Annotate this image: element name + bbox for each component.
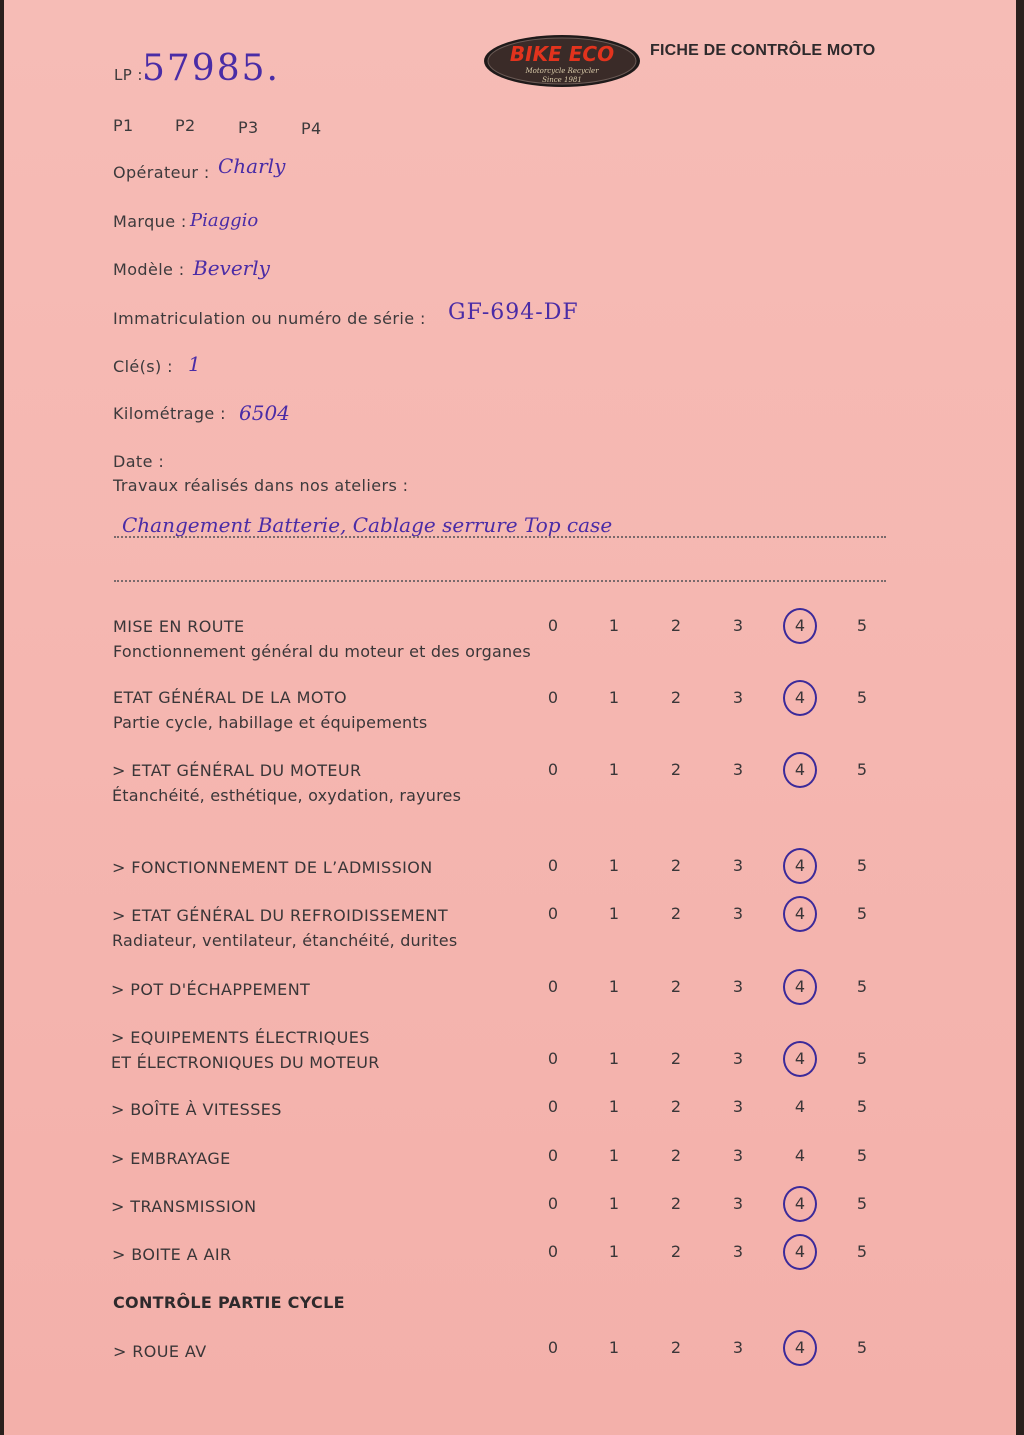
cles-value: 1: [188, 352, 201, 376]
operateur-value: Charly: [218, 154, 286, 178]
score-option[interactable]: 2: [670, 1194, 682, 1213]
score-option[interactable]: 0: [547, 856, 559, 875]
score-option[interactable]: 0: [547, 688, 559, 707]
score-option[interactable]: 3: [732, 904, 744, 923]
travaux-line-2: [114, 580, 886, 582]
score-option[interactable]: 1: [608, 1338, 620, 1357]
score-option[interactable]: 3: [732, 1338, 744, 1357]
score-option[interactable]: 5: [856, 1049, 868, 1068]
immat-value: GF-694-DF: [448, 300, 579, 325]
score-option[interactable]: 5: [856, 760, 868, 779]
score-option-selected[interactable]: 4: [785, 1189, 815, 1219]
check-row-title: > EQUIPEMENTS ÉLECTRIQUES: [111, 1028, 370, 1047]
check-row-title: > ETAT GÉNÉRAL DU REFROIDISSEMENT: [112, 906, 448, 925]
score-option[interactable]: 2: [670, 616, 682, 635]
control-sheet: [4, 0, 1016, 1435]
score-option[interactable]: 2: [670, 1338, 682, 1357]
score-option[interactable]: 2: [670, 1097, 682, 1116]
score-option[interactable]: 3: [732, 1146, 744, 1165]
score-option[interactable]: 4: [794, 1146, 806, 1165]
score-option[interactable]: 2: [670, 1049, 682, 1068]
score-option[interactable]: 0: [547, 616, 559, 635]
score-option[interactable]: 2: [670, 1242, 682, 1261]
score-option[interactable]: 1: [608, 616, 620, 635]
score-option-selected[interactable]: 4: [785, 851, 815, 881]
score-option[interactable]: 3: [732, 688, 744, 707]
score-option[interactable]: 1: [608, 977, 620, 996]
score-option-selected[interactable]: 4: [785, 1237, 815, 1267]
score-option[interactable]: 0: [547, 1338, 559, 1357]
score-option[interactable]: 1: [608, 904, 620, 923]
score-option[interactable]: 5: [856, 1242, 868, 1261]
check-row-title: > BOÎTE À VITESSES: [111, 1100, 282, 1119]
score-option[interactable]: 5: [856, 1097, 868, 1116]
score-option-selected[interactable]: 4: [785, 899, 815, 929]
logo-main-text: BIKE ECO: [509, 42, 615, 66]
logo-line2: Since 1981: [542, 76, 582, 84]
score-option[interactable]: 3: [732, 856, 744, 875]
immat-label: Immatriculation ou numéro de série :: [113, 309, 426, 328]
cles-label: Clé(s) :: [113, 357, 173, 376]
check-row-subtitle: Fonctionnement général du moteur et des organes: [113, 642, 531, 661]
score-option[interactable]: 0: [547, 1097, 559, 1116]
score-option[interactable]: 2: [670, 977, 682, 996]
modele-label: Modèle :: [113, 260, 185, 279]
score-option[interactable]: 3: [732, 1097, 744, 1116]
score-option[interactable]: 3: [732, 1242, 744, 1261]
score-option-selected[interactable]: 4: [785, 683, 815, 713]
score-option[interactable]: 5: [856, 1194, 868, 1213]
score-option[interactable]: 1: [608, 1242, 620, 1261]
position-p3: P3: [238, 118, 259, 137]
kilometrage-value: 6504: [239, 401, 290, 425]
score-option[interactable]: 0: [547, 904, 559, 923]
score-option[interactable]: 0: [547, 1049, 559, 1068]
score-option[interactable]: 0: [547, 977, 559, 996]
lp-label: LP :: [114, 66, 143, 84]
check-row-title: > ETAT GÉNÉRAL DU MOTEUR: [112, 761, 362, 780]
score-option-selected[interactable]: 4: [785, 1333, 815, 1363]
check-row-subtitle: Partie cycle, habillage et équipements: [113, 713, 428, 732]
position-p1: P1: [113, 116, 134, 135]
marque-label: Marque :: [113, 212, 187, 231]
bike-eco-logo: [482, 32, 642, 88]
section-partie-cycle-title: CONTRÔLE PARTIE CYCLE: [113, 1293, 345, 1312]
score-option[interactable]: 5: [856, 616, 868, 635]
score-option[interactable]: 1: [608, 760, 620, 779]
score-option[interactable]: 5: [856, 904, 868, 923]
score-option[interactable]: 2: [670, 856, 682, 875]
score-option[interactable]: 3: [732, 977, 744, 996]
score-option[interactable]: 4: [794, 1097, 806, 1116]
score-option[interactable]: 2: [670, 760, 682, 779]
score-option-selected[interactable]: 4: [785, 755, 815, 785]
score-option-selected[interactable]: 4: [785, 611, 815, 641]
check-row-title: > POT D'ÉCHAPPEMENT: [111, 980, 311, 999]
score-option[interactable]: 3: [732, 1194, 744, 1213]
check-row-title: ETAT GÉNÉRAL DE LA MOTO: [113, 688, 347, 707]
check-row-title: > EMBRAYAGE: [111, 1149, 231, 1168]
score-option[interactable]: 1: [608, 1049, 620, 1068]
check-row-title: > TRANSMISSION: [111, 1197, 257, 1216]
logo-image: [482, 32, 642, 88]
date-label: Date :: [113, 452, 165, 471]
score-option-selected[interactable]: 4: [785, 1044, 815, 1074]
travaux-line-1: [114, 536, 886, 538]
score-option[interactable]: 0: [547, 1242, 559, 1261]
kilometrage-label: Kilométrage :: [113, 404, 226, 423]
travaux-value: Changement Batterie, Cablage serrure Top case: [122, 513, 613, 537]
score-option[interactable]: 0: [547, 1146, 559, 1165]
score-option[interactable]: 1: [608, 1146, 620, 1165]
check-row-subtitle: ET ÉLECTRONIQUES DU MOTEUR: [111, 1053, 380, 1072]
score-option[interactable]: 2: [670, 1146, 682, 1165]
check-row-title: > BOITE A AIR: [112, 1245, 232, 1264]
score-option[interactable]: 5: [856, 1146, 868, 1165]
score-option[interactable]: 5: [856, 688, 868, 707]
score-option-selected[interactable]: 4: [785, 972, 815, 1002]
score-option[interactable]: 5: [856, 856, 868, 875]
score-option[interactable]: 1: [608, 1194, 620, 1213]
position-p4: P4: [301, 119, 322, 138]
sheet-title: FICHE DE CONTRÔLE MOTO: [650, 42, 876, 59]
score-option[interactable]: 1: [608, 856, 620, 875]
score-option[interactable]: 3: [732, 1049, 744, 1068]
score-option[interactable]: 3: [732, 616, 744, 635]
score-option[interactable]: 0: [547, 760, 559, 779]
operateur-label: Opérateur :: [113, 163, 210, 182]
lp-value: 57985.: [142, 48, 280, 89]
check-row-subtitle: Radiateur, ventilateur, étanchéité, durites: [112, 931, 458, 950]
score-option[interactable]: 5: [856, 1338, 868, 1357]
score-option[interactable]: 1: [608, 1097, 620, 1116]
marque-value: Piaggio: [190, 210, 259, 231]
score-option[interactable]: 0: [547, 1194, 559, 1213]
modele-value: Beverly: [193, 256, 270, 280]
position-p2: P2: [175, 116, 196, 135]
travaux-label: Travaux réalisés dans nos ateliers :: [113, 476, 409, 495]
score-option[interactable]: 3: [732, 760, 744, 779]
logo-line1: Motorcycle Recycler: [525, 67, 599, 75]
score-option[interactable]: 1: [608, 688, 620, 707]
score-option[interactable]: 2: [670, 904, 682, 923]
cycle-row-title: > ROUE AV: [113, 1342, 207, 1361]
check-row-title: MISE EN ROUTE: [113, 617, 245, 636]
score-option[interactable]: 2: [670, 688, 682, 707]
check-row-subtitle: Étanchéité, esthétique, oxydation, rayures: [112, 786, 462, 805]
check-row-title: > FONCTIONNEMENT DE L’ADMISSION: [112, 858, 433, 877]
score-option[interactable]: 5: [856, 977, 868, 996]
